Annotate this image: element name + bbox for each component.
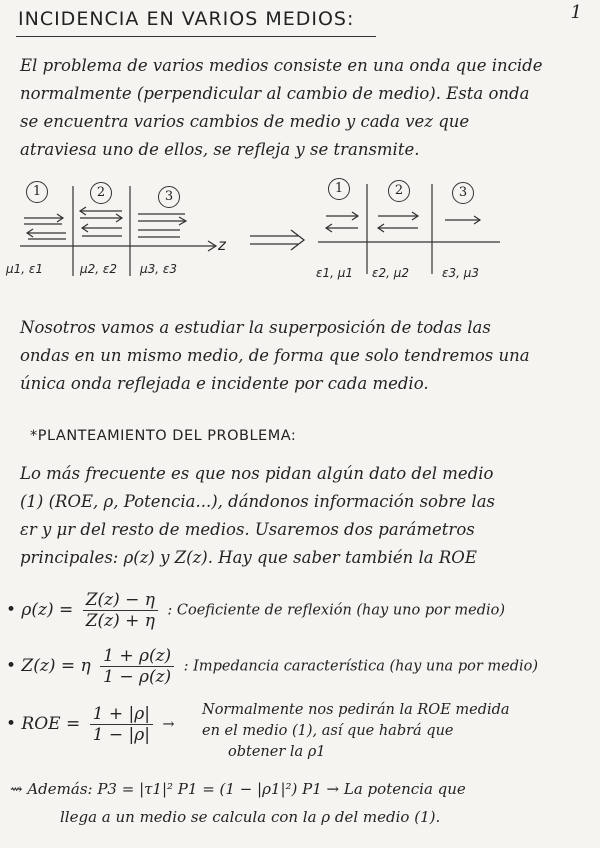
superposition-line: única onda reflejada e incidente por cada medio. <box>20 374 429 393</box>
page-title: INCIDENCIA EN VARIOS MEDIOS: <box>18 8 355 30</box>
z-axis-label: z <box>218 236 226 254</box>
fraction <box>83 590 158 631</box>
medium-3-circle: 3 <box>452 182 474 204</box>
problem-line: εr y μr del resto de medios. Usaremos dos parámetros <box>20 520 475 539</box>
medium-2-circle: 2 <box>388 180 410 202</box>
medium-1-params: ε1, μ1 <box>316 266 354 280</box>
roe-note <box>202 700 510 763</box>
fraction <box>100 646 174 687</box>
problem-paragraph <box>20 466 585 578</box>
medium-3-circle: 3 <box>158 186 180 208</box>
roe-note-line: Normalmente nos pedirán la ROE medida <box>202 702 510 718</box>
denominator: 1 − |ρ| <box>92 725 150 745</box>
denominator: 1 − ρ(z) <box>103 667 172 687</box>
power-note-line: llega a un medio se calcula con la ρ del medio (1). <box>60 808 441 826</box>
left-diagram <box>20 186 216 276</box>
numerator: 1 + |ρ| <box>90 704 153 725</box>
page-number: 1 <box>570 2 582 23</box>
formula-lhs: • ρ(z) = <box>6 600 74 620</box>
problem-line: (1) (ROE, ρ, Potencia...), dándonos información sobre las <box>20 492 496 511</box>
intro-line: se encuentra varios cambios de medio y cada vez que <box>20 112 470 131</box>
reflection-coefficient-formula <box>6 590 505 631</box>
superposition-line: Nosotros vamos a estudiar la superposición de todas las <box>20 318 491 337</box>
medium-1-circle: 1 <box>328 178 350 200</box>
medium-3-params: μ3, ε3 <box>140 262 178 276</box>
implies-arrow <box>250 230 304 250</box>
formula-description: : Impedancia característica (hay una por medio) <box>183 658 539 675</box>
medium-2-circle: 2 <box>90 182 112 204</box>
formula-description: : Coeficiente de reflexión (hay uno por medio) <box>167 602 506 619</box>
intro-line: El problema de varios medios consiste en una onda que incide <box>20 56 543 75</box>
impedance-formula <box>6 646 538 687</box>
problem-line: principales: ρ(z) y Z(z). Hay que saber también la ROE <box>20 548 477 567</box>
roe-note-line: obtener la ρ1 <box>228 744 326 761</box>
power-formula-line: ⇝ Además: P3 = |τ1|² P1 = (1 − |ρ1|²) P1 → La potencia que <box>10 780 466 798</box>
title-underline <box>16 36 376 37</box>
medium-1-params: μ1, ε1 <box>6 262 44 276</box>
intro-paragraph <box>20 58 585 170</box>
media-diagram <box>0 178 600 318</box>
roe-note-line: en el medio (1), así que habrá que <box>202 723 454 740</box>
right-arrow: → <box>162 716 175 733</box>
intro-line: atraviesa uno de ellos, se refleja y se transmite. <box>20 140 420 159</box>
medium-2-params: μ2, ε2 <box>80 262 118 276</box>
superposition-line: ondas en un mismo medio, de forma que solo tendremos una <box>20 346 530 365</box>
medium-3-params: ε3, μ3 <box>442 266 480 280</box>
numerator: Z(z) − η <box>83 590 158 611</box>
problem-line: Lo más frecuente es que nos pidan algún dato del medio <box>20 464 494 483</box>
medium-2-params: ε2, μ2 <box>372 266 410 280</box>
superposition-paragraph <box>20 320 585 404</box>
formula-lhs: • Z(z) = η <box>6 656 91 676</box>
medium-1-circle: 1 <box>26 181 48 203</box>
section-heading: *PLANTEAMIENTO DEL PROBLEMA: <box>30 428 297 444</box>
fraction <box>90 704 153 745</box>
denominator: Z(z) + η <box>85 611 155 631</box>
formula-lhs: • ROE = <box>6 714 81 734</box>
intro-line: normalmente (perpendicular al cambio de medio). Esta onda <box>20 84 530 103</box>
roe-formula <box>6 704 175 745</box>
numerator: 1 + ρ(z) <box>100 646 174 667</box>
